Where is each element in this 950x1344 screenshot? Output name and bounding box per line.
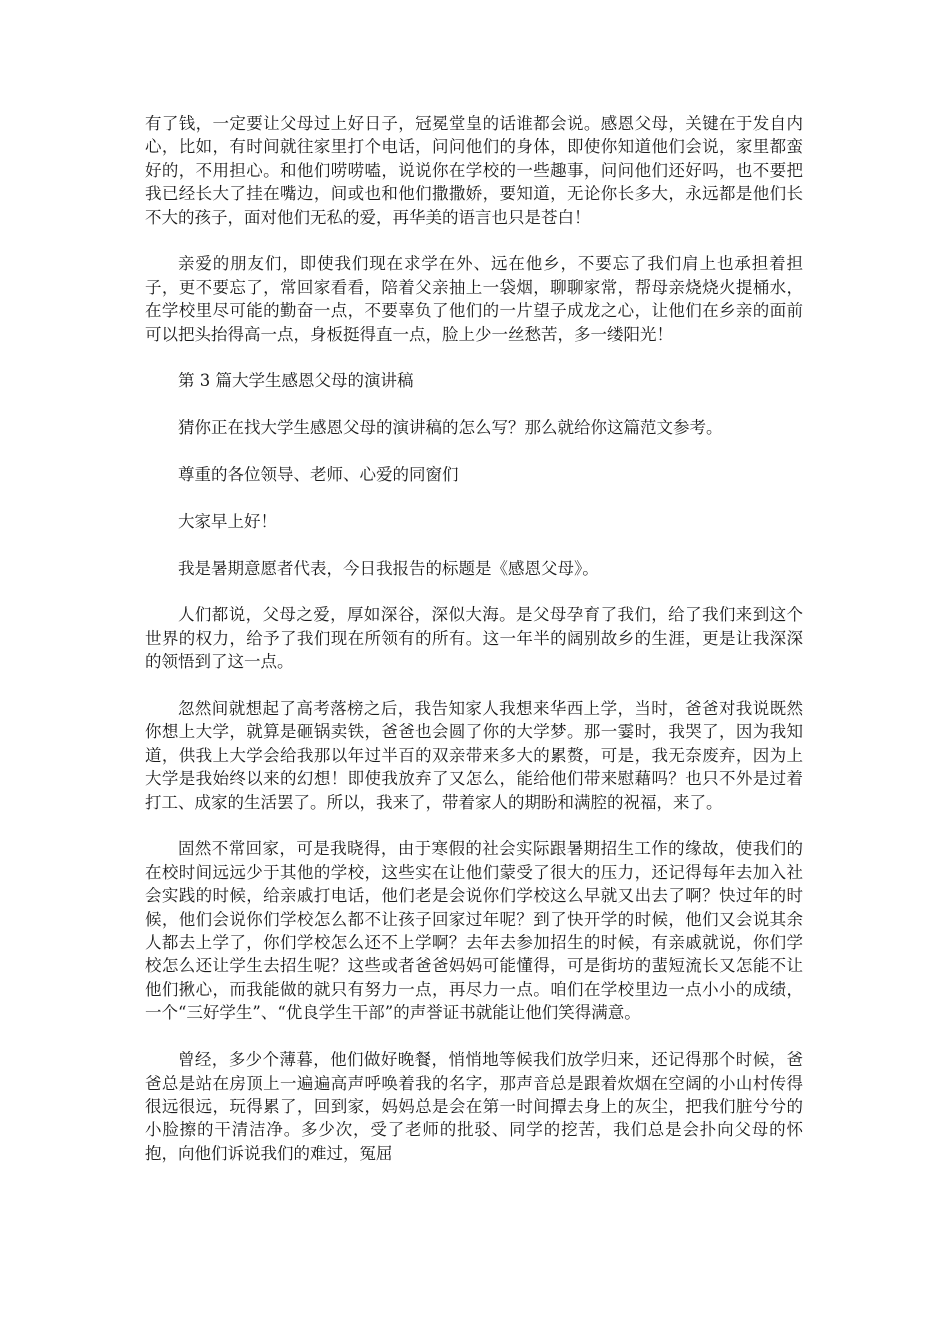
paragraph: 人们都说，父母之爱，厚如深谷，深似大海。是父母孕育了我们，给了我们来到这个世界的权力，给予了我们现在所领有的所有。这一年半的阔别故乡的生涯，更是让我深深的领悟到了这一点。: [145, 605, 803, 672]
section-heading: 第 3 篇大学生感恩父母的演讲稿: [178, 371, 414, 391]
salutation: 尊重的各位领导、老师、心爱的同窗们: [178, 465, 459, 485]
document-body: [145, 112, 803, 1165]
paragraph: 固然不常回家，可是我晓得，由于寒假的社会实际跟暑期招生工作的缘故，使我们的在校时间远远少于其他的学校，这些实在让他们蒙受了很大的压力，还记得每年去加入社会实践的时候，给亲戚打电话，他们老是会说你们学校这么早就又出去了啊？快过年的时候，他们会说你们学校怎么都不让孩子回家过年呢？到了快开学的时候，他们又会说其余人都去上学了，你们学校怎么还不上学啊？去年去参加招生的时候，有亲戚就说，你们学校怎么还让学生去招生呢？这些或者爸爸妈妈可能懂得，可是街坊的蜚短流长又怎能不让他们揪心，而我能做的就只有努力一点，再尽力一点。咱们在学校里边一点小小的成绩，一个“三好学生”、“优良学生干部”的声誉证书就能让他们笑得满意。: [145, 839, 803, 1023]
paragraph: 猜你正在找大学生感恩父母的演讲稿的怎么写？那么就给你这篇范文参考。: [178, 418, 723, 438]
greeting: 大家早上好！: [178, 511, 277, 531]
paragraph: 曾经，多少个薄暮，他们做好晚餐，悄悄地等候我们放学归来，还记得那个时候，爸爸总是站在房顶上一遍遍高声呼唤着我的名字，那声音总是跟着炊烟在空阔的小山村传得很远很远，玩得累了，回到家，妈妈总是会在第一时间撢去身上的灰尘，把我们脏兮兮的小脸擦的干清洁净。多少次，受了老师的批驳、同学的挖苦，我们总是会扑向父母的怀抱，向他们诉说我们的难过，冤屈: [145, 1050, 803, 1163]
paragraph: 忽然间就想起了高考落榜之后，我告知家人我想来华西上学，当时，爸爸对我说既然你想上大学，就算是砸锅卖铁，爸爸也会圆了你的大学梦。那一霎时，我哭了，因为我知道，供我上大学会给我那以年过半百的双亲带来多大的累赘，可是，我无奈废弃，因为上大学是我始终以来的幻想！即使我放弃了又怎么，能给他们带来慰藉吗？也只不外是过着打工、成家的生活罢了。所以，我来了，带着家人的期盼和满腔的祝福，来了。: [145, 699, 803, 812]
paragraph: 亲爱的朋友们，即使我们现在求学在外、远在他乡，不要忘了我们肩上也承担着担子，更不要忘了，常回家看看，陪着父亲抽上一袋烟，聊聊家常，帮母亲烧烧火提桶水，在学校里尽可能的勤奋一点，不要辜负了他们的一片望子成龙之心，让他们在乡亲的面前可以把头抬得高一点，身板挺得直一点，脸上少一丝愁苦，多一缕阳光！: [145, 254, 803, 344]
paragraph: 我是暑期意愿者代表，今日我报告的标题是《感恩父母》。: [178, 558, 599, 578]
paragraph: 有了钱，一定要让父母过上好日子，冠冕堂皇的话谁都会说。感恩父母，关键在于发自内心，比如，有时间就往家里打个电话，问问他们的身体，即使你知道他们会说，家里都蛮好的，不用担心。和他们唠唠嗑，说说你在学校的一些趣事，问问他们还好吗，也不要把我已经长大了挂在嘴边，间或也和他们撒撒娇，要知道，无论你长多大，永远都是他们长不大的孩子，面对他们无私的爱，再华美的语言也只是苍白！: [145, 114, 803, 227]
